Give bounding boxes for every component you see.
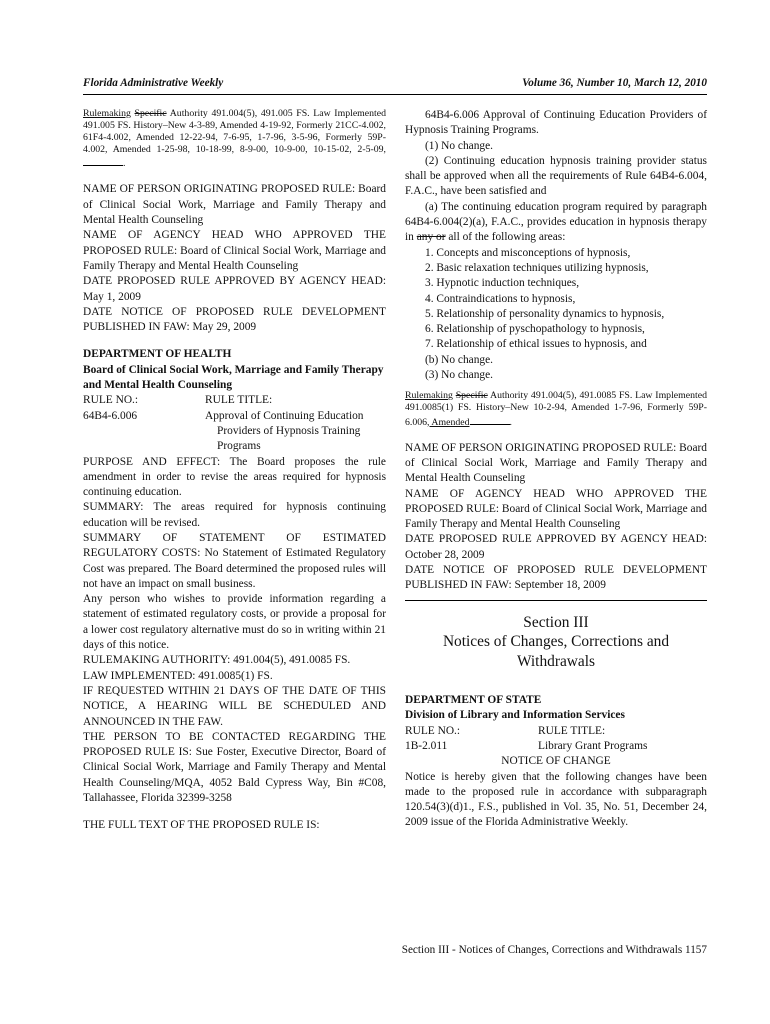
date-notice: DATE NOTICE OF PROPOSED RULE DEVELOPMENT PUBLISHED IN FAW: May 29, 2009 — [83, 305, 386, 334]
rule-title: Approval of Continuing Education Providers of Hypnosis Training Programs — [205, 409, 364, 453]
summary: SUMMARY: The areas required for hypnosis continuing education will be revised. — [83, 501, 386, 529]
authority-text: Authority 491.004(5), 491.005 FS. Law Implemented 491.005 FS. History–New 4-3-89, Amended 4-19-92, Formerly 21CC-4.002, 61F4-4.002, Amended 12-22-94, 7-6-95, 1-7-96, 3-5-96, Formerly 59P-4.002, Amended 1-25-98, 10-18-99, 8-9-00, 10-9-00, 10-15-02, 2-5-09, — [83, 108, 386, 156]
rule-no: 64B4-6.006 — [83, 409, 138, 422]
rule-no-label: RULE NO.: — [83, 394, 139, 407]
rule-no: 1B-2.011 — [405, 739, 448, 752]
list-item: 6. Relationship of pyschopathology to hypnosis, — [425, 323, 645, 336]
left-column — [83, 108, 386, 834]
rule-no-label: RULE NO.: — [405, 724, 461, 737]
amended-inserted: , Amended — [427, 416, 470, 428]
blank-line — [470, 415, 510, 425]
specific-struck: Specific — [134, 108, 167, 119]
section-subtitle: Notices of Changes, Corrections and — [442, 633, 670, 651]
division-heading: Division of Library and Information Services — [405, 709, 625, 722]
authority-text: Authority 491.004(5), 491.0085 FS. Law Implemented 491.0085(1) FS. History–New 10-2-94, Amended 1-7-96, Formerly 59P-6.006 — [405, 390, 707, 428]
subsection-2: (2) Continuing education hypnosis training provider status shall be approved when all the requirements of Rule 64B4-6.004, F.A.C., have been satisfied and — [405, 154, 707, 198]
running-header — [83, 77, 707, 93]
board-heading: Board of Clinical Social Work, Marriage and Family Therapy and Mental Health Counseling — [83, 363, 384, 392]
law-implemented: LAW IMPLEMENTED: 491.0085(1) FS. — [83, 669, 273, 682]
subsection-3: (3) No change. — [425, 369, 493, 382]
rulemaking-authority: RULEMAKING AUTHORITY: 491.004(5), 491.0085 FS. — [83, 654, 351, 667]
authority-note — [83, 108, 386, 170]
list-item: 2. Basic relaxation techniques utilizing hypnosis, — [425, 261, 649, 274]
name-person-originating: NAME OF PERSON ORIGINATING PROPOSED RULE: Board of Clinical Social Work, Marriage and Family Therapy and Mental Health Counseling — [83, 183, 386, 227]
contact-person: THE PERSON TO BE CONTACTED REGARDING THE PROPOSED RULE IS: Sue Foster, Executive Director, Board of Clinical Social Work, Marriage and Family Therapy and Mental Health Counseling/MQA, 4052 Bald Cypress Way, Bin #C08, Tallahassee, Florida 32399-3258 — [83, 730, 386, 805]
date-notice: DATE NOTICE OF PROPOSED RULE DEVELOPMENT PUBLISHED IN FAW: September 18, 2009 — [405, 564, 707, 592]
department-heading: DEPARTMENT OF STATE — [405, 694, 542, 707]
date-approved: DATE PROPOSED RULE APPROVED BY AGENCY HEAD: May 1, 2009 — [83, 275, 386, 303]
section-title: Section III — [523, 613, 589, 631]
rule-title: Library Grant Programs — [538, 739, 648, 752]
page-footer: Section III - Notices of Changes, Corrections and Withdrawals 1157 — [401, 944, 707, 956]
paragraph-a — [405, 200, 707, 246]
name-agency-head: NAME OF AGENCY HEAD WHO APPROVED THE PROPOSED RULE: Board of Clinical Social Work, Marriage and Family Therapy and Mental Health Counseling — [83, 229, 386, 272]
date-approved: DATE PROPOSED RULE APPROVED BY AGENCY HEAD: October 28, 2009 — [405, 533, 707, 561]
issue-info: Volume 36, Number 10, March 12, 2010 — [522, 77, 707, 89]
rule-label-row — [83, 393, 386, 408]
list-item: 1. Concepts and misconceptions of hypnosis, — [425, 246, 631, 259]
notice-of-change: NOTICE OF CHANGE — [501, 755, 611, 768]
purpose-and-effect: PURPOSE AND EFFECT: The Board proposes the rule amendment in order to revise the areas required for hypnosis continuing education. — [83, 455, 386, 499]
list-item: 5. Relationship of personality dynamics to hypnosis, — [425, 307, 665, 320]
hearing-notice: IF REQUESTED WITHIN 21 DAYS OF THE DATE OF THIS NOTICE, A HEARING WILL BE SCHEDULED AND ANNOUNCED IN THE FAW. — [83, 684, 386, 728]
rule-title-label: RULE TITLE: — [205, 394, 273, 407]
rulemaking-inserted: Rulemaking — [405, 390, 453, 402]
any-person-notice: Any person who wishes to provide information regarding a statement of estimated regulatory costs, or provide a proposal for a lower cost regulatory alternative must do so in writing within 21 days of this notice. — [83, 593, 386, 652]
department-heading: DEPARTMENT OF HEALTH — [83, 348, 232, 361]
list-item: 4. Contraindications to hypnosis, — [425, 292, 576, 305]
authority-note — [405, 390, 707, 428]
authority-end: . — [509, 416, 512, 428]
paragraph-a-end: all of the following areas: — [445, 231, 566, 244]
specific-struck: Specific — [455, 390, 488, 402]
blank-line — [83, 156, 123, 166]
rule-value-row — [405, 739, 707, 754]
name-person-originating: NAME OF PERSON ORIGINATING PROPOSED RULE: Board of Clinical Social Work, Marriage and Family Therapy and Mental Health Counseling — [405, 441, 707, 485]
rulemaking-inserted: Rulemaking — [83, 108, 131, 119]
rule-heading: 64B4-6.006 Approval of Continuing Education Providers of Hypnosis Training Programs. — [405, 109, 707, 137]
rule-label-row — [405, 724, 707, 739]
header-rule — [83, 94, 707, 95]
publication-title: Florida Administrative Weekly — [83, 77, 224, 89]
section-subtitle: Withdrawals — [516, 652, 596, 670]
list-item: 3. Hypnotic induction techniques, — [425, 277, 580, 290]
rule-title-label: RULE TITLE: — [538, 724, 606, 737]
summary-regulatory-costs: SUMMARY OF STATEMENT OF ESTIMATED REGULATORY COSTS: No Statement of Estimated Regulatory Cost was prepared. The Board determined the proposed rules will not have an impact on small business. — [83, 532, 386, 590]
rule-value-row — [83, 409, 386, 455]
paragraph-a-text: (a) The continuing education program required by paragraph 64B4-6.004(2)(a), F.A.C., provides education in hypnosis therapy in — [405, 200, 707, 244]
right-column — [405, 108, 707, 831]
subsection-1: (1) No change. — [425, 139, 493, 152]
paragraph-b: (b) No change. — [425, 353, 493, 366]
full-text-heading: THE FULL TEXT OF THE PROPOSED RULE IS: — [83, 819, 320, 832]
notice-text: Notice is hereby given that the following changes have been made to the proposed rule in accordance with subparagraph 120.54(3)(d)1., F.S., published in Vol. 35, No. 51, December 24, 2009 issue of the Florida Administrative Weekly. — [405, 770, 707, 829]
section-rule — [405, 600, 707, 601]
list-item: 7. Relationship of ethical issues to hypnosis, and — [425, 338, 647, 351]
authority-end: . — [123, 158, 126, 170]
paragraph-a-struck: any or — [416, 231, 446, 244]
name-agency-head: NAME OF AGENCY HEAD WHO APPROVED THE PROPOSED RULE: Board of Clinical Social Work, Marriage and Family Therapy and Mental Health Counseling — [405, 487, 707, 531]
